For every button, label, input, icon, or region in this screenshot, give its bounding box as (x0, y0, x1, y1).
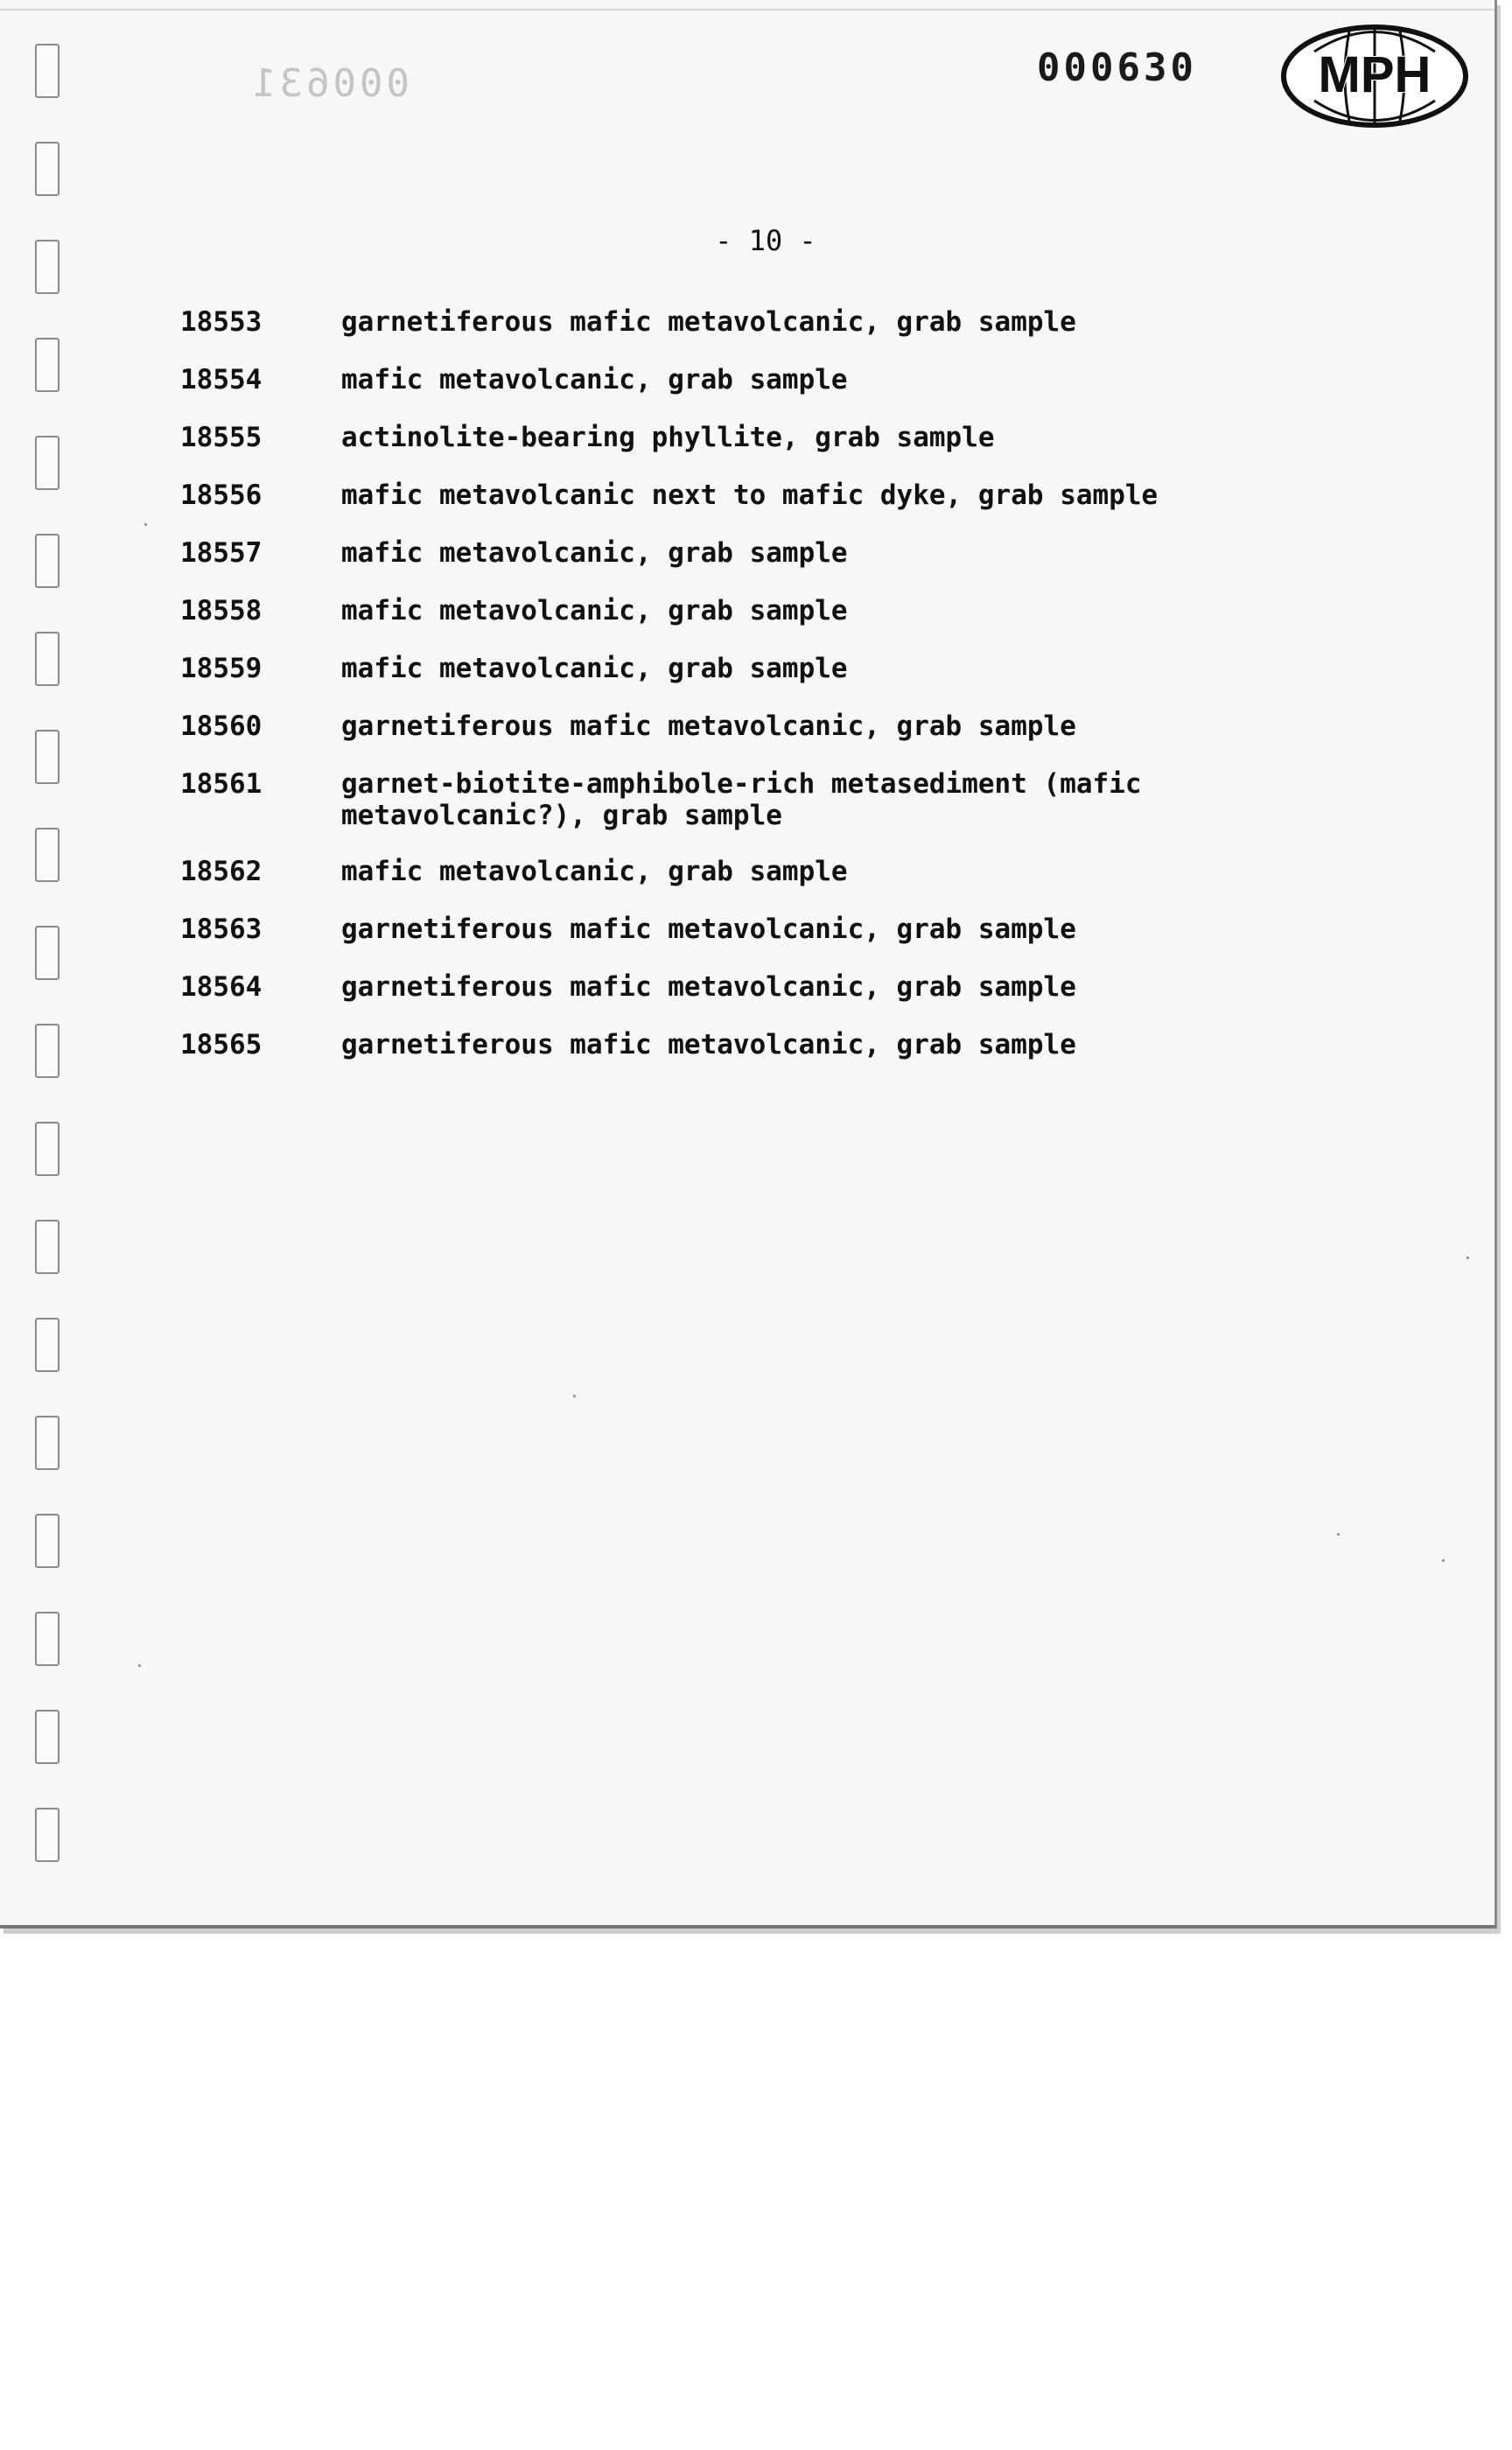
bleed-through-stamp: 000631 (249, 61, 410, 106)
sample-row (180, 1029, 1318, 1060)
sample-id: 18555 (180, 422, 262, 453)
sample-row (180, 364, 1318, 396)
sample-description: mafic metavolcanic, grab sample (341, 364, 848, 396)
sample-description: mafic metavolcanic, grab sample (341, 653, 848, 684)
sample-id: 18561 (180, 768, 262, 800)
paper-speck (573, 1395, 576, 1397)
sample-row (180, 537, 1318, 569)
sample-list (180, 306, 1318, 1087)
binder-hole (35, 436, 60, 490)
binder-hole (35, 1612, 60, 1666)
sample-description: mafic metavolcanic, grab sample (341, 595, 848, 626)
paper-speck (1442, 1559, 1445, 1562)
binder-hole (35, 1024, 60, 1078)
sample-row (180, 856, 1318, 887)
binder-hole (35, 1318, 60, 1372)
sample-row (180, 422, 1318, 453)
sample-id: 18560 (180, 710, 262, 742)
paper-speck (1466, 1256, 1469, 1259)
sample-description: mafic metavolcanic, grab sample (341, 856, 848, 887)
binder-holes (35, 44, 61, 1881)
binder-hole (35, 1710, 60, 1764)
sample-row (180, 653, 1318, 684)
sample-row (180, 914, 1318, 945)
sample-description: garnetiferous mafic metavolcanic, grab sample (341, 914, 1076, 945)
sample-description: mafic metavolcanic next to mafic dyke, grab sample (341, 480, 1158, 511)
sample-description: garnetiferous mafic metavolcanic, grab sample (341, 971, 1076, 1003)
sample-id: 18557 (180, 537, 262, 569)
sample-description: garnetiferous mafic metavolcanic, grab sample (341, 710, 1076, 742)
paper-speck (144, 523, 147, 526)
binder-hole (35, 828, 60, 882)
sample-row (180, 306, 1318, 338)
binder-hole (35, 1220, 60, 1274)
sample-id: 18563 (180, 914, 262, 945)
sample-description: actinolite-bearing phyllite, grab sample (341, 422, 995, 453)
binder-hole (35, 534, 60, 588)
page-number: - 10 - (715, 224, 816, 257)
paper-speck (138, 1664, 141, 1667)
binder-hole (35, 1416, 60, 1470)
binder-hole (35, 142, 60, 196)
sample-id: 18559 (180, 653, 262, 684)
binder-hole (35, 730, 60, 784)
sample-description: mafic metavolcanic, grab sample (341, 537, 848, 569)
sample-id: 18553 (180, 306, 262, 338)
binder-hole (35, 1808, 60, 1862)
sample-id: 18554 (180, 364, 262, 396)
sample-row (180, 595, 1318, 626)
sample-id: 18556 (180, 480, 262, 511)
sample-id: 18558 (180, 595, 262, 626)
sample-row (180, 768, 1318, 831)
mph-logo (1279, 21, 1470, 131)
paper-speck (1337, 1533, 1340, 1536)
sample-row (180, 480, 1318, 511)
sample-description: garnetiferous mafic metavolcanic, grab sample (341, 306, 1076, 338)
binder-hole (35, 338, 60, 392)
binder-hole (35, 1514, 60, 1568)
binder-hole (35, 632, 60, 686)
sample-row (180, 710, 1318, 742)
document-stamp-number: 000630 (1037, 46, 1197, 90)
sample-id: 18562 (180, 856, 262, 887)
sample-description: garnetiferous mafic metavolcanic, grab sample (341, 1029, 1076, 1060)
sample-id: 18565 (180, 1029, 262, 1060)
binder-hole (35, 926, 60, 980)
sheet-edge-line (0, 9, 1494, 10)
sample-row (180, 971, 1318, 1003)
binder-hole (35, 1122, 60, 1176)
sample-description: garnet-biotite-amphibole-rich metasediment (mafic metavolcanic?), grab sample (341, 768, 1142, 831)
binder-hole (35, 44, 60, 98)
sample-id: 18564 (180, 971, 262, 1003)
mph-logo-text: MPH (1318, 46, 1432, 103)
